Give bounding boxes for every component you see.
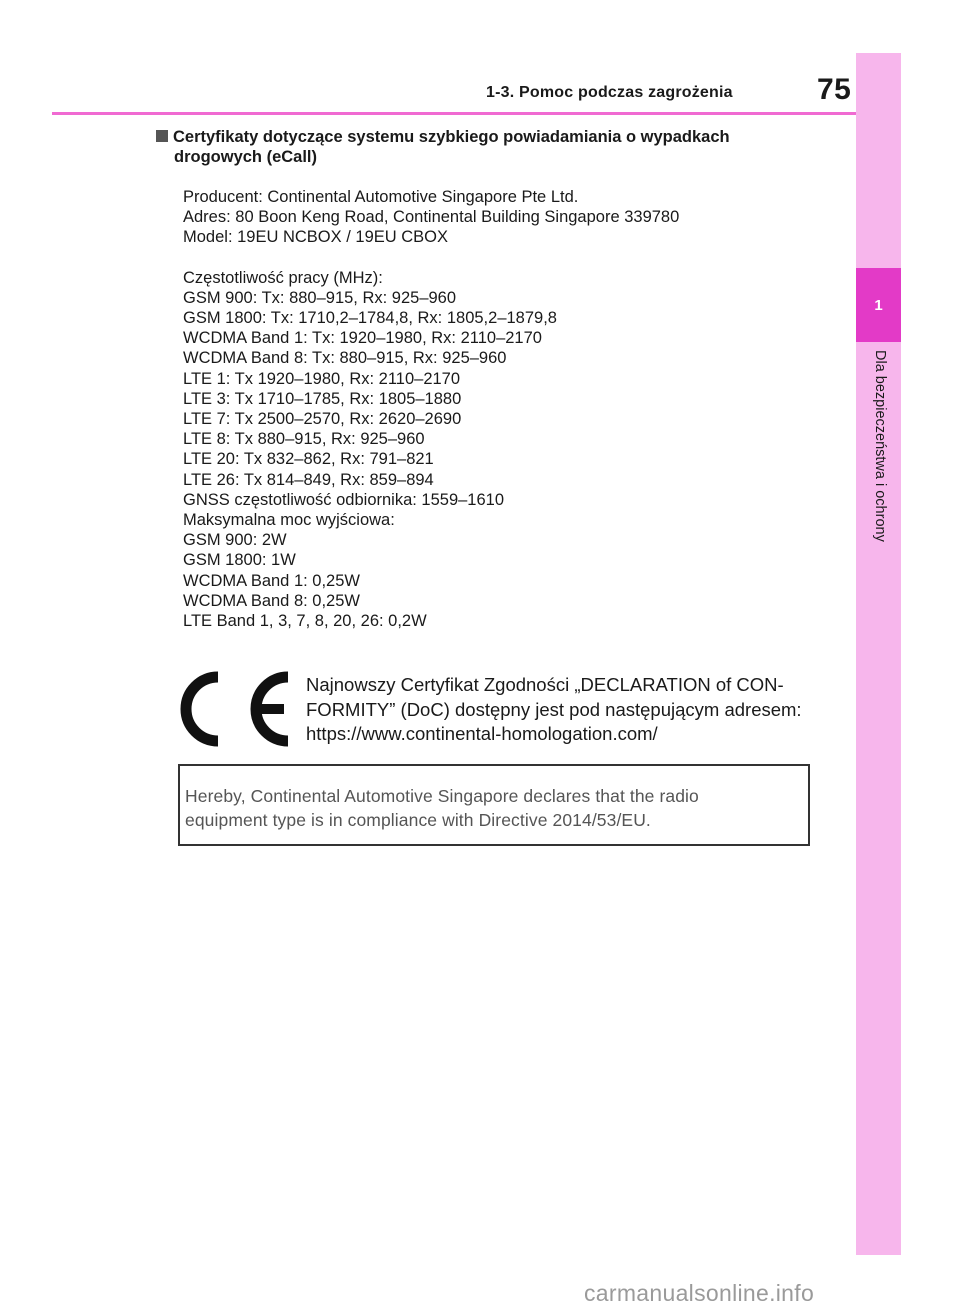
chapter-tab[interactable]: [856, 268, 901, 342]
conformity-line: Najnowszy Certyfikat Zgodności „DECLARATION of CON-: [306, 674, 784, 695]
chapter-label-container: [856, 350, 901, 600]
page-number: 75: [817, 73, 852, 106]
chapter-side-strip: [856, 53, 901, 1255]
output-power-line: Maksymalna moc wyjściowa:: [183, 511, 395, 530]
declaration-line: Hereby, Continental Automotive Singapore declares that the radio: [185, 786, 699, 806]
manufacturer-line: Model: 19EU NCBOX / 19EU CBOX: [183, 228, 449, 247]
frequency-line: LTE 1: Tx 1920–1980, Rx: 2110–2170: [183, 369, 461, 388]
header-rule: [52, 112, 858, 115]
frequency-line: LTE 20: Tx 832–862, Rx: 791–821: [183, 450, 434, 469]
output-power-line: LTE Band 1, 3, 7, 8, 20, 26: 0,2W: [183, 612, 427, 631]
frequency-line: LTE 3: Tx 1710–1785, Rx: 1805–1880: [183, 389, 462, 408]
bullet-square-icon: [156, 130, 168, 142]
manufacturer-line: Producent: Continental Automotive Singapore Pte Ltd.: [183, 188, 579, 206]
frequency-line: WCDMA Band 8: Tx: 880–915, Rx: 925–960: [183, 349, 507, 368]
section-heading-line2: drogowych (eCall): [174, 148, 318, 166]
conformity-text: [306, 673, 816, 747]
frequency-line: Częstotliwość pracy (MHz):: [183, 268, 383, 287]
section-heading: [156, 127, 816, 167]
frequency-line: WCDMA Band 1: Tx: 1920–1980, Rx: 2110–2170: [183, 329, 542, 348]
declaration-line: equipment type is in compliance with Directive 2014/53/EU.: [185, 810, 651, 830]
declaration-box: [178, 764, 810, 846]
manufacturer-line: Adres: 80 Boon Keng Road, Continental Building Singapore 339780: [183, 208, 680, 227]
section-heading-line1: Certyfikaty dotyczące systemu szybkiego powiadamiania o wypadkach: [173, 128, 730, 146]
declaration-text: [185, 784, 805, 832]
chapter-title: Dla bezpieczeństwa i ochrony: [871, 350, 888, 542]
frequency-line: GSM 1800: Tx: 1710,2–1784,8, Rx: 1805,2–1879,8: [183, 309, 557, 328]
frequency-line: GSM 900: Tx: 880–915, Rx: 925–960: [183, 288, 457, 307]
output-power-line: GSM 900: 2W: [183, 531, 287, 550]
watermark[interactable]: carmanualsonline.info: [584, 1280, 815, 1306]
frequency-line: LTE 26: Tx 814–849, Rx: 859–894: [183, 470, 434, 489]
ce-mark-icon: [180, 669, 296, 749]
chapter-number: 1: [874, 296, 883, 314]
output-power-line: GSM 1800: 1W: [183, 551, 296, 570]
frequency-line: LTE 7: Tx 2500–2570, Rx: 2620–2690: [183, 410, 462, 429]
frequency-line: LTE 8: Tx 880–915, Rx: 925–960: [183, 430, 425, 449]
output-power-line: WCDMA Band 1: 0,25W: [183, 571, 360, 590]
conformity-line: FORMITY” (DoC) dostępny jest pod następującym adresem:: [306, 698, 802, 720]
frequency-line: GNSS częstotliwość odbiornika: 1559–1610: [183, 490, 505, 509]
output-power-line: WCDMA Band 8: 0,25W: [183, 591, 360, 610]
conformity-url[interactable]: https://www.continental-homologation.com/: [306, 723, 658, 744]
spec-block: [183, 187, 843, 631]
section-title: 1-3. Pomoc podczas zagrożenia: [486, 84, 733, 101]
